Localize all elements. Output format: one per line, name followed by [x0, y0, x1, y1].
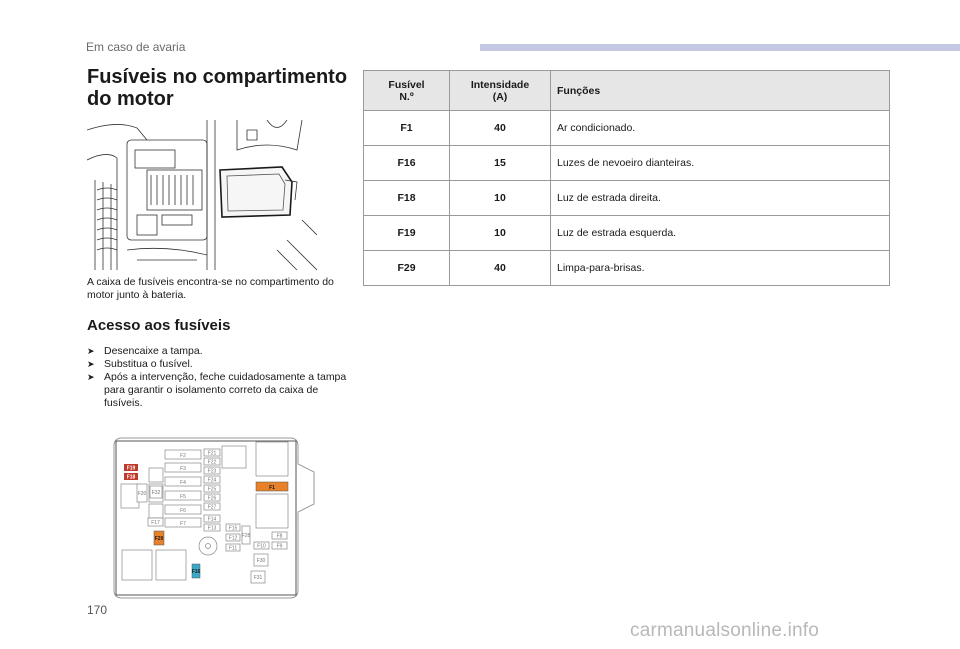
svg-text:F28: F28 [241, 533, 251, 539]
fuse-F9 [272, 542, 287, 550]
title-line-1: Fusíveis no compartimento [87, 66, 348, 88]
list-item: ➤ Substitua o fusível. [87, 358, 193, 370]
svg-text:F26: F26 [207, 495, 217, 502]
fuse-F32 [150, 486, 162, 498]
fuse-F18-highlight [124, 473, 138, 481]
section-header: Em caso de avaria [86, 40, 186, 54]
fuse-F25 [204, 485, 220, 493]
svg-text:F16: F16 [191, 569, 201, 575]
fuse-F20 [137, 484, 147, 502]
column-header-fuse: Fusível N.º [364, 71, 450, 111]
svg-text:F18: F18 [126, 474, 136, 481]
svg-text:F13: F13 [207, 525, 217, 532]
fusebox-location-text: A caixa de fusíveis encontra-se no compartimento do motor junto à bateria. [87, 276, 334, 301]
svg-text:F14: F14 [207, 516, 217, 523]
header-accent-bar [480, 44, 960, 51]
fuse-F3 [165, 463, 201, 472]
access-steps-list [87, 345, 347, 410]
arrow-bullet-icon: ➤ [87, 372, 95, 382]
svg-text:F7: F7 [180, 521, 186, 527]
fuse-F13 [204, 524, 220, 532]
fuse-F14 [204, 515, 220, 523]
svg-text:F19: F19 [126, 465, 136, 472]
cell-function: Luzes de nevoeiro dianteiras. [551, 146, 890, 181]
svg-text:F21: F21 [207, 450, 217, 457]
svg-text:F10: F10 [257, 543, 266, 550]
svg-text:F12: F12 [228, 535, 238, 542]
cell-fuse: F18 [364, 181, 450, 216]
fuse-F19-highlight [124, 464, 138, 472]
watermark: carmanualsonline.info [630, 620, 820, 641]
svg-text:F24: F24 [207, 477, 217, 484]
svg-text:F27: F27 [207, 504, 217, 511]
fuse-F24 [204, 476, 220, 484]
arrow-bullet-icon: ➤ [87, 346, 95, 356]
page-number: 170 [87, 603, 108, 617]
list-item: ➤ Desencaixe a tampa. [87, 345, 203, 357]
fuse-F26 [204, 494, 220, 502]
table-row [364, 181, 890, 216]
table-row [364, 111, 890, 146]
fuse-F28 [242, 526, 251, 544]
cell-amperage: 10 [450, 216, 551, 251]
fuse-F29-highlight [154, 531, 164, 545]
cell-amperage: 10 [450, 181, 551, 216]
fuse-F21 [204, 449, 220, 457]
fuse-F2 [165, 450, 201, 459]
cell-fuse: F1 [364, 111, 450, 146]
table-row [364, 251, 890, 286]
svg-text:F2: F2 [180, 453, 186, 459]
svg-text:F22: F22 [207, 459, 217, 466]
cell-function: Ar condicionado. [551, 111, 890, 146]
svg-text:F17: F17 [151, 520, 160, 526]
cell-fuse: F19 [364, 216, 450, 251]
engine-compartment-image [87, 120, 317, 272]
fuse-F23 [204, 467, 220, 475]
fuse-F8 [272, 532, 287, 540]
cell-fuse: F29 [364, 251, 450, 286]
svg-text:F9: F9 [276, 543, 283, 550]
svg-text:F25: F25 [207, 486, 217, 493]
cell-amperage: 15 [450, 146, 551, 181]
svg-text:F29: F29 [154, 536, 164, 542]
fuse-F6 [165, 505, 201, 514]
svg-text:F23: F23 [207, 468, 217, 475]
fuse-table [363, 70, 890, 286]
cell-function: Luz de estrada direita. [551, 181, 890, 216]
svg-text:F8: F8 [276, 533, 283, 540]
fuse-F7 [165, 518, 201, 527]
cell-function: Luz de estrada esquerda. [551, 216, 890, 251]
svg-text:F3: F3 [180, 466, 186, 472]
cell-fuse: F16 [364, 146, 450, 181]
fuse-F10 [254, 542, 269, 550]
list-item: ➤ Após a intervenção, feche cuidadosamente a tampa para garantir o isolamento correto da caixa de fusíveis. [87, 371, 347, 409]
fuse-F17 [148, 518, 163, 526]
cell-amperage: 40 [450, 251, 551, 286]
fusebox-diagram [110, 434, 322, 600]
fuse-F12 [226, 534, 240, 542]
fuse-F11 [226, 544, 240, 552]
cell-function: Limpa-para-brisas. [551, 251, 890, 286]
table-header-row [364, 71, 890, 111]
fuse-F15 [226, 524, 240, 532]
arrow-bullet-icon: ➤ [87, 359, 95, 369]
fuse-F22 [204, 458, 220, 466]
svg-text:F4: F4 [180, 480, 186, 486]
fuse-F31 [251, 571, 265, 583]
fuse-F1-highlight [256, 482, 288, 491]
svg-text:F15: F15 [228, 525, 238, 532]
cell-amperage: 40 [450, 111, 551, 146]
fuse-F16-highlight [192, 564, 201, 578]
access-heading: Acesso aos fusíveis [87, 317, 231, 334]
svg-text:F5: F5 [180, 494, 186, 500]
column-header-functions: Funções [551, 71, 890, 111]
table-row [364, 146, 890, 181]
svg-text:F20: F20 [137, 491, 147, 497]
svg-text:F32: F32 [151, 490, 161, 496]
table-row [364, 216, 890, 251]
svg-text:F30: F30 [256, 558, 266, 564]
svg-text:F1: F1 [269, 485, 275, 491]
svg-text:F6: F6 [180, 508, 186, 514]
title-line-2: do motor [87, 88, 174, 110]
svg-text:F31: F31 [253, 575, 263, 581]
fuse-F4 [165, 477, 201, 486]
fuse-F30 [254, 554, 268, 566]
column-header-amperage: Intensidade (A) [450, 71, 551, 111]
svg-text:F11: F11 [228, 545, 238, 552]
page-title [87, 66, 357, 110]
fuse-F27 [204, 503, 220, 511]
fuse-F5 [165, 491, 201, 500]
